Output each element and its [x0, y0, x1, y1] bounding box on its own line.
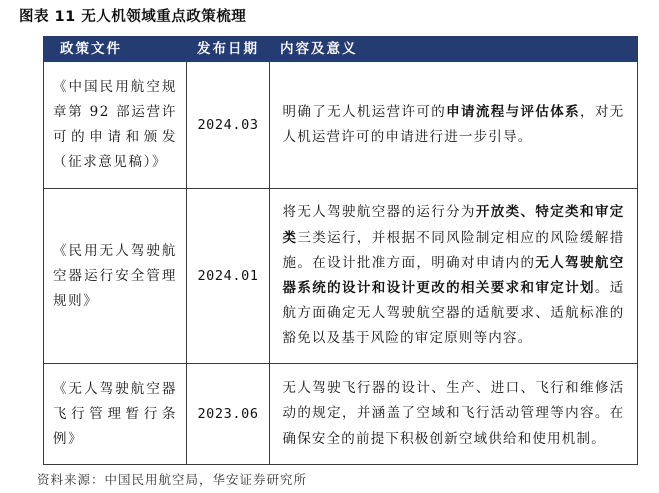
- header-release-date: 发布日期: [197, 41, 259, 57]
- policy-document-name: 《中国民用航空规章第 92 部运营许可的申请和颁发（征求意见稿）》: [53, 79, 177, 170]
- table-header: [44, 36, 637, 62]
- policy-table: [43, 36, 638, 465]
- table-row-1-date-cell: [187, 62, 269, 188]
- content-text-run: 。适航方面确定无人驾驶航空器的适航要求、适航标准的豁免以及基于风险的审定原则等内容。: [282, 280, 625, 347]
- content-highlight: 开放类、特定类和审定类: [282, 204, 625, 246]
- release-date: 2024.03: [197, 117, 259, 133]
- content-highlight: 申请流程与评估体系: [446, 103, 581, 120]
- policy-content: [283, 100, 625, 150]
- policy-content: [283, 376, 625, 452]
- table-row-2-document-cell: [44, 189, 186, 363]
- figure-title: 图表 11 无人机领域重点政策梳理: [19, 9, 247, 25]
- table-row-2-date-cell: [187, 189, 269, 363]
- release-date: 2023.06: [197, 406, 259, 422]
- data-source: 资料来源：中国民用航空局，华安证券研究所: [37, 472, 308, 487]
- release-date: 2024.01: [197, 268, 259, 284]
- table-row-3-content-cell: [270, 364, 637, 464]
- content-text-run: 无人驾驶飞行器的设计、生产、进口、飞行和维修活动的规定，并涵盖了空域和飞行活动管理等内容。在确保安全的前提下积极创新空域供给和使用机制。: [282, 380, 625, 447]
- table-row-3-document-cell: [44, 364, 186, 464]
- header-content: 内容及意义: [280, 41, 358, 57]
- content-text-run: ，对无人机运营许可的申请进行进一步引导。: [282, 103, 625, 145]
- table-row-2-content-cell: [270, 189, 637, 363]
- content-text-run: 三类运行，并根据不同风险制定相应的风险缓解措施。在设计批准方面，明确对申请内的: [282, 229, 625, 271]
- policy-document-name: 《无人驾驶航空器飞行管理暂行条例》: [53, 380, 177, 447]
- table-row-1-document-cell: [44, 62, 186, 188]
- content-highlight: 无人驾驶航空器系统的设计和设计更改的相关要求和审定计划: [282, 254, 625, 296]
- content-text-run: 明确了无人机运营许可的: [282, 103, 447, 120]
- content-text-run: 将无人驾驶航空器的运行分为: [282, 204, 476, 221]
- policy-content: [283, 200, 625, 351]
- policy-document-name: 《民用无人驾驶航空器运行安全管理规则》: [53, 242, 177, 309]
- table-row-3-date-cell: [187, 364, 269, 464]
- header-policy-document: 政策文件: [60, 41, 122, 57]
- table-row-1-content-cell: [270, 62, 637, 188]
